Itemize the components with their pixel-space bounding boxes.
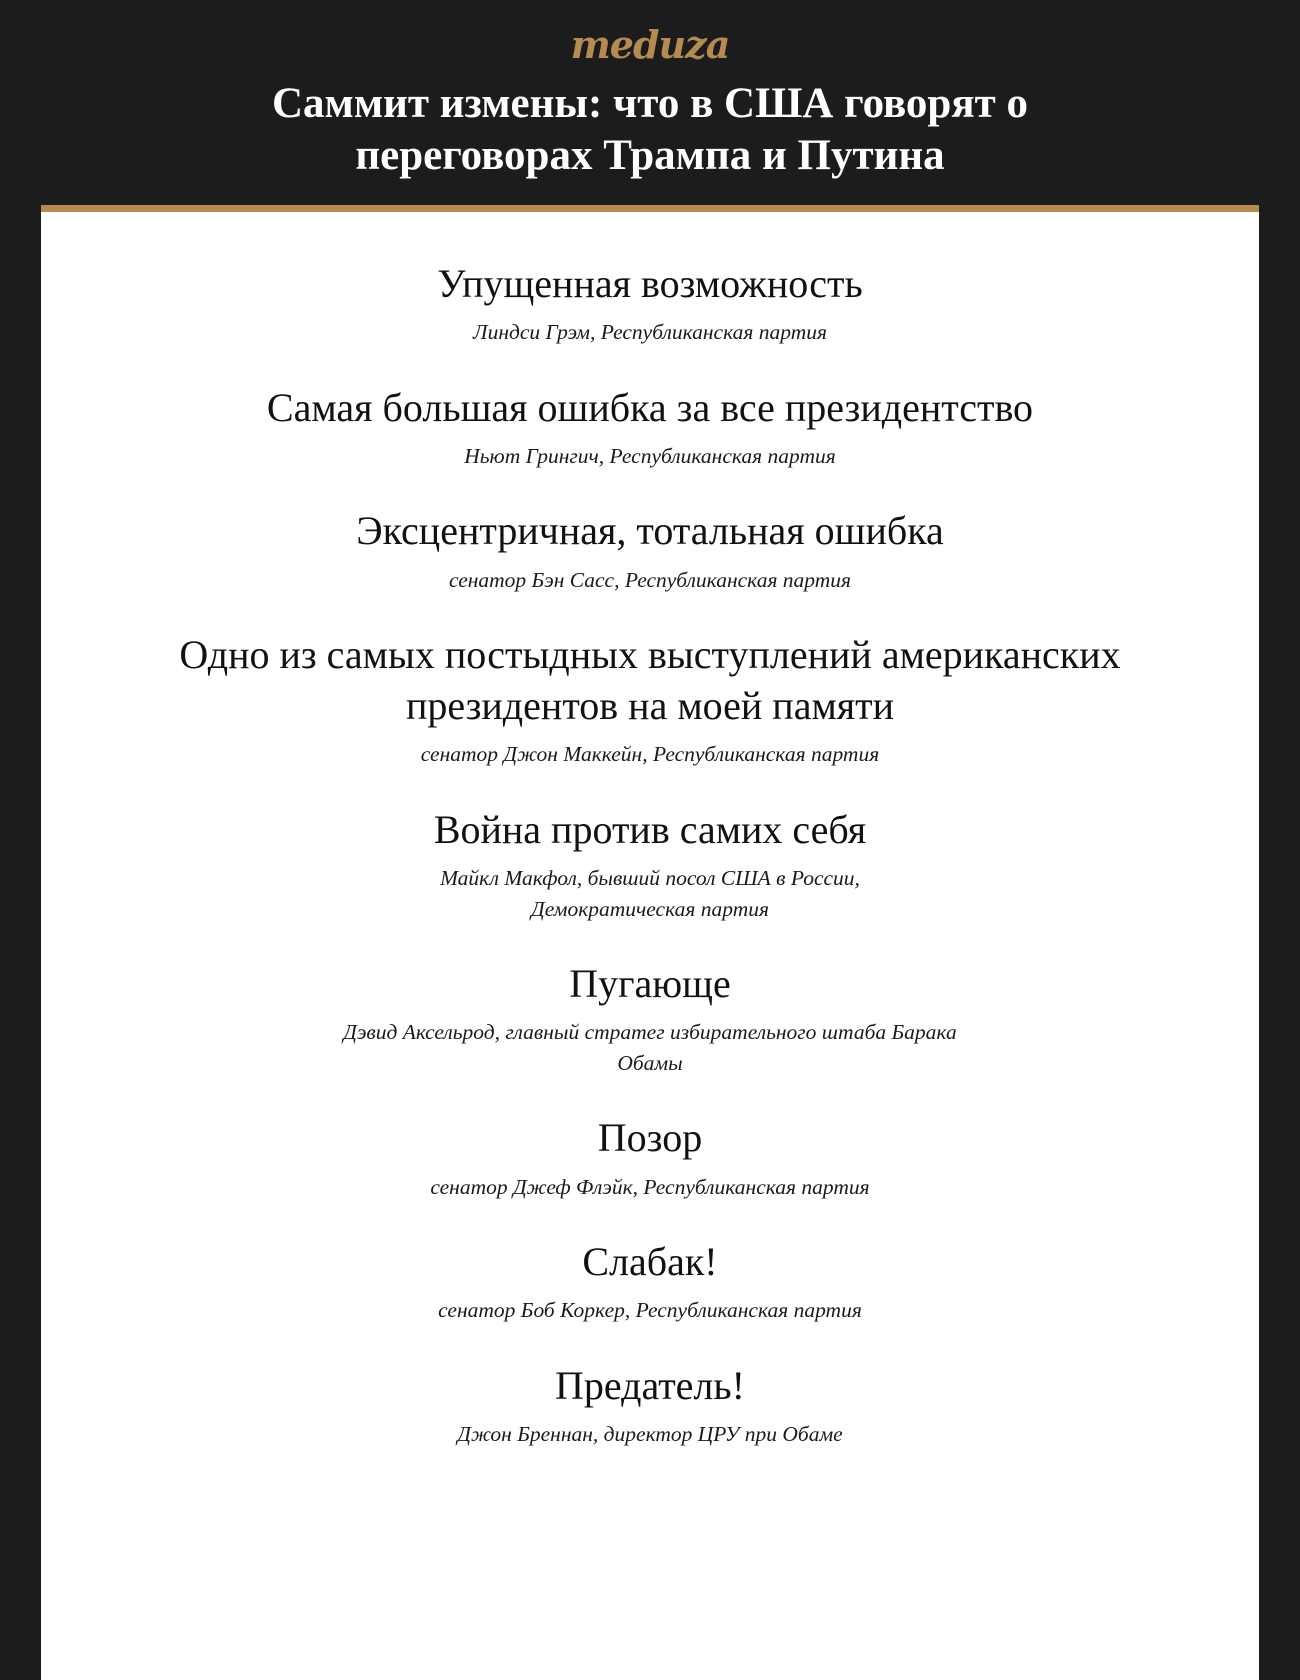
quotes-card bbox=[41, 205, 1259, 1680]
quote-item bbox=[121, 1236, 1179, 1326]
quote-item bbox=[121, 505, 1179, 595]
quote-text: Война против самих себя bbox=[433, 806, 867, 852]
quote-item bbox=[121, 629, 1179, 770]
quote-text: Предатель! bbox=[555, 1362, 745, 1408]
quote-author: Ньют Грингич, Республиканская партия bbox=[464, 443, 836, 468]
page-title: Саммит измены: что в США говорят о переговорах Трампа и Путина bbox=[272, 80, 1028, 180]
quote-text: Эксцентричная, тотальная ошибка bbox=[356, 508, 944, 554]
quote-item bbox=[121, 382, 1179, 472]
quote-author: Майкл Макфол, бывший посол США в России, Демократическая партия bbox=[440, 866, 860, 921]
quote-author: сенатор Джеф Флэйк, Республиканская партия bbox=[430, 1174, 870, 1199]
quote-text: Одно из самых постыдных выступлений американских президентов на моей памяти bbox=[179, 632, 1121, 729]
quote-text: Слабак! bbox=[582, 1239, 718, 1285]
quote-author: Джон Бреннан, директор ЦРУ при Обаме bbox=[457, 1421, 843, 1446]
quote-author: сенатор Бэн Сасс, Республиканская партия bbox=[448, 567, 852, 592]
quote-text: Самая большая ошибка за все президентство bbox=[266, 384, 1034, 430]
quote-item bbox=[121, 258, 1179, 348]
quote-author: сенатор Джон Маккейн, Республиканская партия bbox=[420, 742, 880, 767]
quote-author: Линдси Грэм, Республиканская партия bbox=[473, 320, 827, 345]
quote-author: сенатор Боб Коркер, Республиканская партия bbox=[438, 1298, 862, 1323]
quote-item bbox=[121, 1360, 1179, 1450]
quote-item bbox=[121, 804, 1179, 924]
quote-item bbox=[121, 1112, 1179, 1202]
quote-text: Пугающе bbox=[569, 961, 731, 1007]
quote-text: Позор bbox=[597, 1115, 703, 1161]
quote-text: Упущенная возможность bbox=[437, 260, 863, 306]
meduza-logo: meduza bbox=[570, 22, 730, 67]
quote-author: Дэвид Аксельрод, главный стратег избирательного штаба Барака Обамы bbox=[343, 1020, 957, 1075]
quote-item bbox=[121, 958, 1179, 1078]
